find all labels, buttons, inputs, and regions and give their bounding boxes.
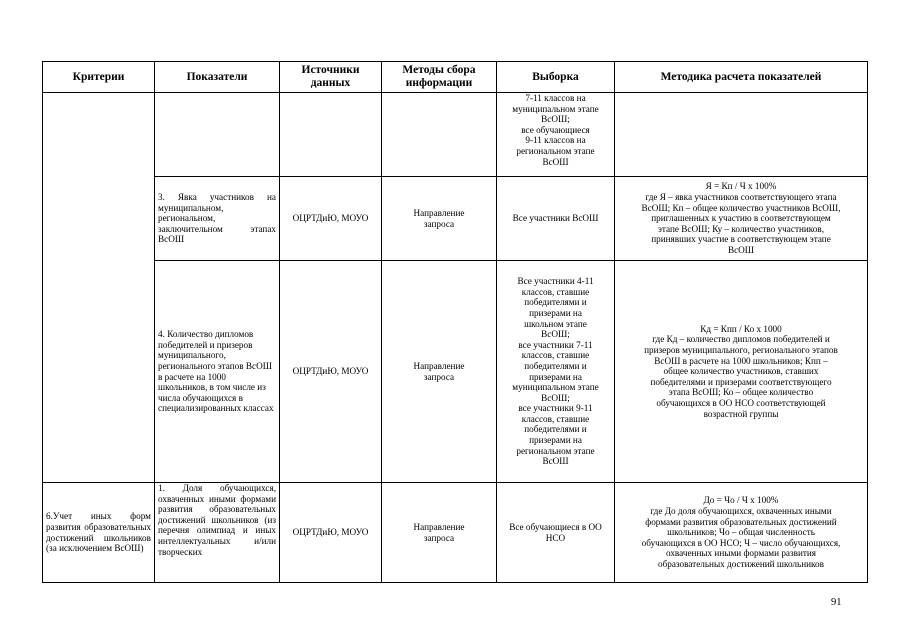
source-cell: ОЦРТДиЮ, МОУО (280, 177, 382, 261)
method-cell: Направление запроса (382, 483, 497, 583)
indicator-cell (155, 93, 280, 177)
header-methods: Методы сбора информации (382, 62, 497, 93)
indicator-cell: 4. Количество дипломов победителей и призеров муниципального, регионального этапов ВсОШ в расчете на 1000 школьников, в том числе из числа обучающихся в специализированных классах (155, 261, 280, 483)
table-row (43, 261, 868, 483)
header-sources: Источники данных (280, 62, 382, 93)
page-number: 91 (831, 597, 842, 608)
criterion-cell: 6.Учет иных форм развития образовательных достижений школьников (за исключением ВсОШ) (43, 483, 155, 583)
sample-cell: Все участники 4-11 классов, ставшие победителями и призерами на школьном этапе ВсОШ; все участники 7-11 классов, ставшие победителями и призерами на муниципальном этапе ВсОШ; все участники 9-11 классов, ставшие победителями и призерами на региональном этапе ВсОШ (497, 261, 615, 483)
table-row (43, 483, 868, 583)
table-row (43, 177, 868, 261)
header-calc-method: Методика расчета показателей (615, 62, 868, 93)
header-criteria: Критерии (43, 62, 155, 93)
calc-cell: Я = Кп / Ч х 100% где Я – явка участников соответствующего этапа ВсОШ; Кп – общее количество участников ВсОШ, приглашенных к участию в соответствующем этапе ВсОШ; Ку – количество участников, принявших участие в соответствующем этапе ВсОШ (615, 177, 868, 261)
header-sample: Выборка (497, 62, 615, 93)
method-cell (382, 93, 497, 177)
method-cell: Направление запроса (382, 177, 497, 261)
source-cell (280, 93, 382, 177)
indicators-table (42, 61, 868, 583)
table-header-row (43, 62, 868, 93)
header-indicators: Показатели (155, 62, 280, 93)
indicator-cell: 3. Явка участников на муниципальном, региональном, заключительном этапах ВсОШ (155, 177, 280, 261)
method-cell: Направление запроса (382, 261, 497, 483)
calc-cell: Кд = Кпп / Ко х 1000 где Кд – количество дипломов победителей и призеров муниципального, регионального этапов ВсОШ в расчете на 1000 школьников; Кпп – общее количество участников, ставших победителями и призерами соответствующего этапа ВсОШ; Ко – общее количество обучающихся в ОО НСО соответствующей возрастной группы (615, 261, 868, 483)
calc-cell (615, 93, 868, 177)
source-cell: ОЦРТДиЮ, МОУО (280, 261, 382, 483)
table-row (43, 93, 868, 177)
sample-cell: 7-11 классов на муниципальном этапе ВсОШ; все обучающиеся 9-11 классов на региональном этапе ВсОШ (497, 93, 615, 177)
source-cell: ОЦРТДиЮ, МОУО (280, 483, 382, 583)
calc-cell: До = Чо / Ч х 100% где До доля обучающихся, охваченных иными формами развития образовательных достижений школьников; Чо – общая численность обучающихся в ОО НСО; Ч – число обучающихся, охваченных иными формами развития образовательных достижений школьников (615, 483, 868, 583)
sample-cell: Все обучающиеся в ОО НСО (497, 483, 615, 583)
criterion-cell (43, 93, 155, 483)
indicator-cell: 1. Доля обучающихся, охваченных иными формами развития образовательных достижений школьников (из перечня олимпиад и иных интеллектуальных и/или творческих (155, 483, 280, 583)
sample-cell: Все участники ВсОШ (497, 177, 615, 261)
